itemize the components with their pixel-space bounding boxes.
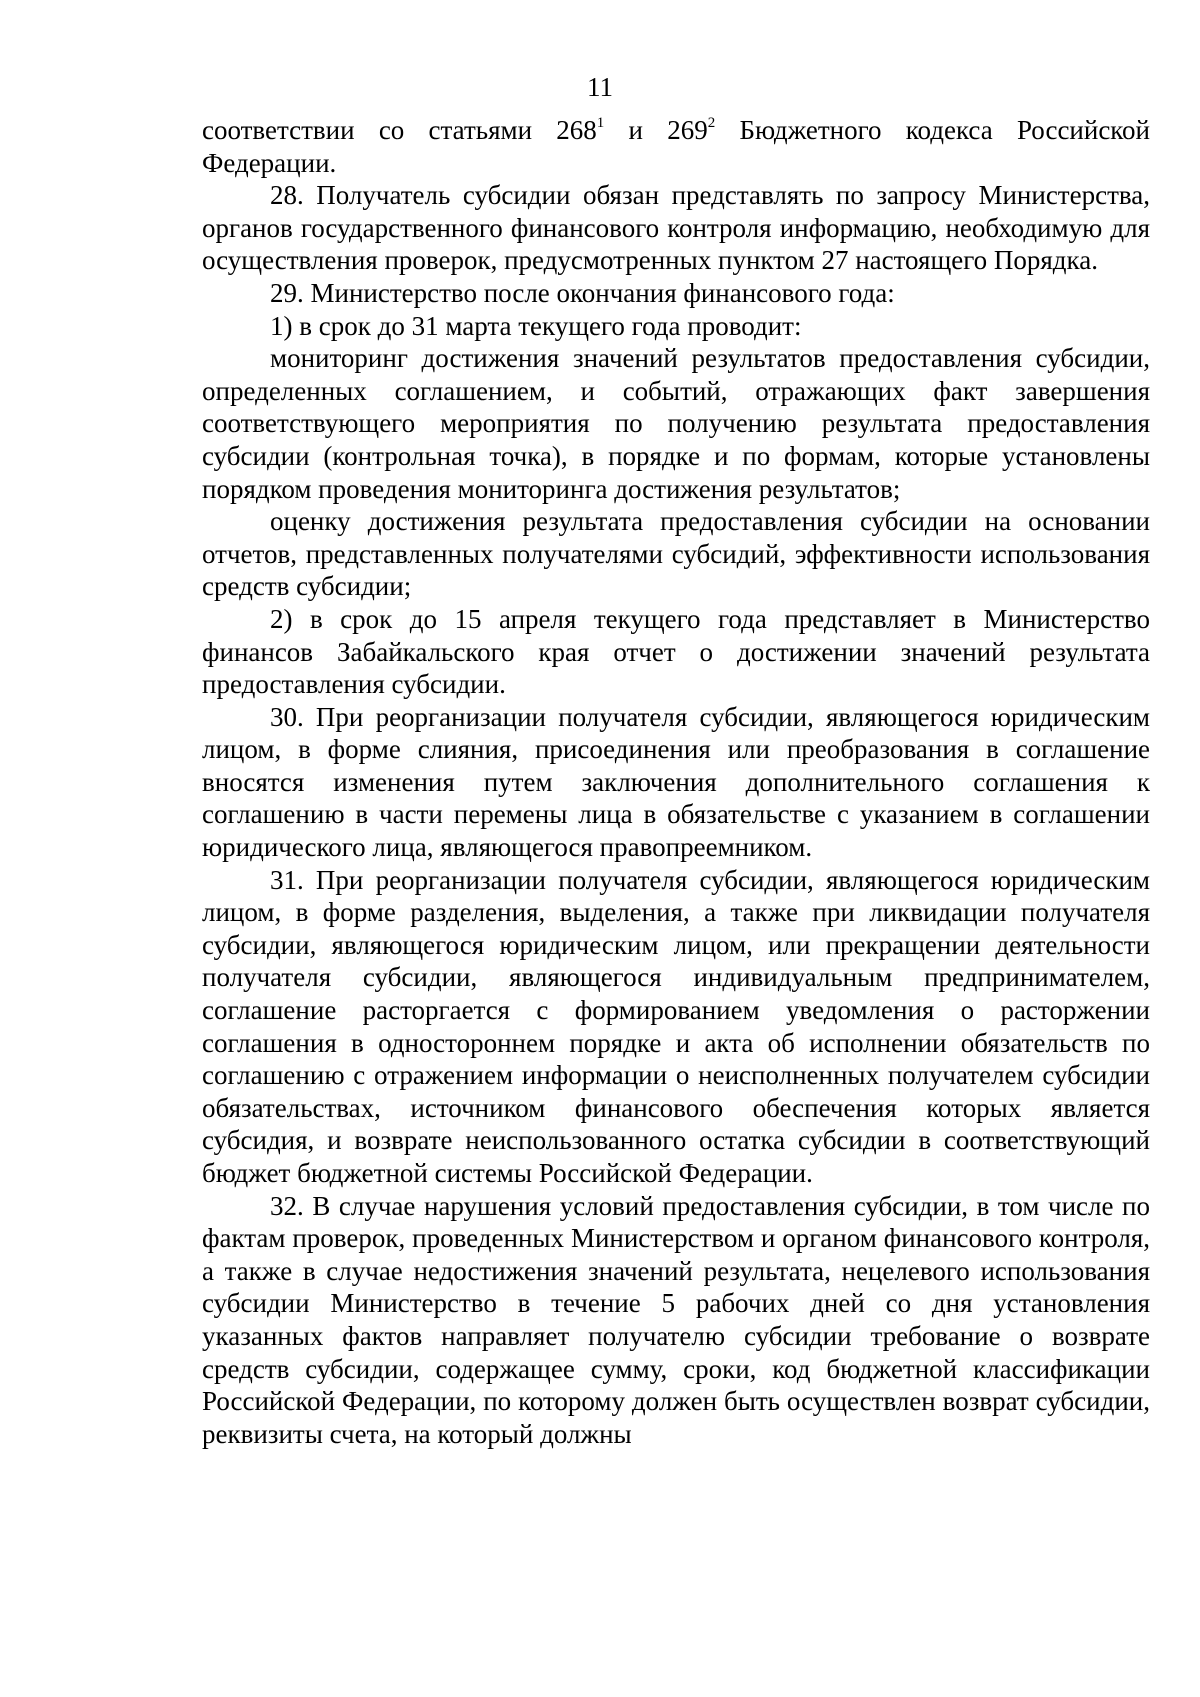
superscript: 1 xyxy=(596,115,605,131)
paragraph-29-item-1-monitoring: мониторинг достижения значений результатов предоставления субсидии, определенных соглашением, и событий, отражающих факт завершения соответствующего мероприятия по получению результата предоставления субсидии (контрольная точка), в порядке и по формам, которые установлены порядком проведения мониторинга достижения результатов; xyxy=(202,343,1150,504)
paragraph-29-item-2: 2) в срок до 15 апреля текущего года представляет в Министерство финансов Забайкальского края отчет о достижении значений результата предоставления субсидии. xyxy=(202,603,1150,700)
paragraph-29: 29. Министерство после окончания финансового года: xyxy=(270,277,895,308)
paragraph-28: 28. Получатель субсидии обязан представлять по запросу Министерства, органов государственного финансового контроля информацию, необходимую для осуществления проверок, предусмотренных пунктом 27 настоящего Порядка. xyxy=(202,180,1150,276)
text-fragment: Бюджетного кодекса Российской Федерации. xyxy=(202,115,1151,178)
superscript: 2 xyxy=(707,115,716,131)
document-body xyxy=(202,114,1150,1450)
paragraph-32: 32. В случае нарушения условий предоставления субсидии, в том числе по фактам проверок, проведенных Министерством и органом финансового контроля, а также в случае недостижения значений результата, нецелевого использования субсидии Министерство в течение 5 рабочих дней со дня установления указанных фактов направляет получателю субсидии требование о возврате средств субсидии, содержащее сумму, сроки, код бюджетной классификации Российской Федерации, по которому должен быть осуществлен возврат субсидии, реквизиты счета, на который должны xyxy=(202,1190,1150,1449)
paragraph-29-item-1-assessment: оценку достижения результата предоставления субсидии на основании отчетов, представленных получателями субсидий, эффективности использования средств субсидии; xyxy=(202,506,1150,602)
text-fragment: и 269 xyxy=(604,115,708,145)
paragraph-31: 31. При реорганизации получателя субсидии, являющегося юридическим лицом, в форме разделения, выделения, а также при ликвидации получателя субсидии, являющегося юридическим лицом, или прекращении деятельности получателя субсидии, являющегося индивидуальным предпринимателем, соглашение расторгается с формированием уведомления о расторжении соглашения в одностороннем порядке и акта об исполнении обязательств по соглашению с отражением информации о неисполненных получателем субсидии обязательствах, источником финансового обеспечения которых является субсидия, и возврате неиспользованного остатка субсидии в соответствующий бюджет бюджетной системы Российской Федерации. xyxy=(202,864,1150,1188)
paragraph-continued xyxy=(202,114,1150,179)
text-fragment: соответствии со статьями 268 xyxy=(202,115,597,145)
paragraph-30: 30. При реорганизации получателя субсидии, являющегося юридическим лицом, в форме слияния, присоединения или преобразования в соглашение вносятся изменения путем заключения дополнительного соглашения к соглашению в части перемены лица в обязательстве с указанием в соглашении юридического лица, являющегося правопреемником. xyxy=(202,701,1150,863)
page-number: 11 xyxy=(587,72,613,102)
paragraph-29-item-1: 1) в срок до 31 марта текущего года проводит: xyxy=(270,310,802,341)
